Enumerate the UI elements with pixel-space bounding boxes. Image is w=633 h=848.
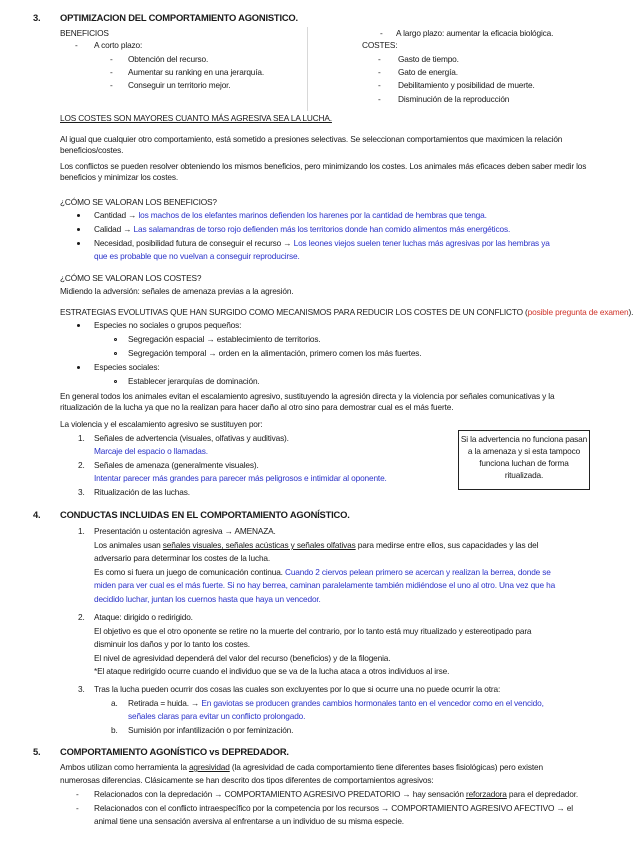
bullet [77, 324, 80, 327]
dash: - [110, 80, 113, 90]
section-3-title: OPTIMIZACION DEL COMPORTAMIENTO AGONISTICO. [60, 12, 298, 23]
beneficio-calidad: Calidad → Las salamandras de torso rojo defienden más los territorios donde han comido alimentos más energéticos. [94, 224, 511, 234]
column-divider [307, 27, 308, 111]
ataque-p3: *El ataque redirigido ocurre cuando el individuo que se va de la lucha ataca a otros individuos al irse. [94, 666, 450, 676]
conflicto-item: Relacionados con el conflicto intraespecífico por la competencia por los recursos → COMPORTAMIENTO AGRESIVO AFECTIVO → el [94, 803, 573, 813]
ataque-p1: El objetivo es que el otro oponente se retire no la muerte del contrario, por lo tanto está muy ritualizado y estereotipado para [94, 626, 532, 636]
coste-item: Gato de energía. [398, 67, 458, 77]
beneficio-necesidad: Necesidad, posibilidad futura de conseguir el recurso → Los leones viejos suelen tener luchas más agresivas por las hembras ya [94, 238, 550, 248]
list-num: 2. [78, 612, 85, 622]
beneficios-label: BENEFICIOS [60, 28, 109, 38]
bullet [77, 214, 80, 217]
presentacion-p1: Los animales usan señales visuales, señales acústicas y señales olfativas para medirse entre ellos, sus capacidades y las del [94, 540, 539, 550]
corto-plazo-label: A corto plazo: [94, 40, 143, 50]
section-4-number: 4. [33, 509, 41, 520]
estrategia-sociales: Especies sociales: [94, 362, 160, 372]
presentacion-p1-cont: adversario para determinar los costes de la lucha. [94, 553, 271, 563]
coste-item: Disminución de la reproducción [398, 94, 510, 104]
sub-bullet [114, 380, 117, 383]
jerarquias: Establecer jerarquías de dominación. [128, 376, 260, 386]
senales-advertencia: Señales de advertencia (visuales, olfativas y auditivas). [94, 433, 289, 443]
section-5-p1-cont: numerosas diferencias. Clásicamente se han descrito dos tipos diferentes de comportamientos agresivos: [60, 775, 434, 785]
senales-amenaza: Señales de amenaza (generalmente visuales). [94, 460, 259, 470]
costes-mayores: LOS COSTES SON MAYORES CUANTO MÁS AGRESIVA SEA LA LUCHA. [60, 113, 332, 123]
coste-item: Debilitamiento y posibilidad de muerte. [398, 80, 535, 90]
list-num: 2. [78, 460, 85, 470]
segregacion-espacial: Segregación espacial → establecimiento de territorios. [128, 334, 321, 344]
beneficio-cantidad: Cantidad → los machos de los elefantes marinos defienden los harenes por la cantidad de hembras que tenga. [94, 210, 487, 220]
presentacion-p2: Es como si fuera un juego de comunicación continua. Cuando 2 ciervos pelean primero se acercan y realizan la berrea, donde se [94, 567, 551, 577]
corto-item: Aumentar su ranking en una jerarquía. [128, 67, 265, 77]
bullet [77, 366, 80, 369]
sumision: Sumisión por infantilización o por feminización. [128, 725, 294, 735]
bullet [77, 242, 80, 245]
paragraph-presiones: Al igual que cualquier otro comportamiento, está sometido a presiones selectivas. Se seleccionan comportamientos que maximicen la relación beneficios/costes. [60, 134, 563, 156]
section-4-title: CONDUCTAS INCLUIDAS EN EL COMPORTAMIENTO AGONÍSTICO. [60, 509, 350, 520]
dash: - [75, 40, 78, 50]
corto-item: Conseguir un territorio mejor. [128, 80, 231, 90]
list-num: 1. [78, 526, 85, 536]
estrategia-no-sociales: Especies no sociales o grupos pequeños: [94, 320, 242, 330]
senales-advertencia-ejemplo: Marcaje del espacio o llamadas. [94, 446, 208, 456]
sub-bullet [114, 352, 117, 355]
note-box: Si la advertencia no funciona pasan a la amenaza y si esta tampoco funciona luchan de forma ritualizada. [458, 430, 590, 490]
corto-item: Obtención del recurso. [128, 54, 209, 64]
dash: - [380, 28, 383, 38]
list-letter: b. [111, 725, 118, 735]
dash: - [378, 80, 381, 90]
estrategias-heading: ESTRATEGIAS EVOLUTIVAS QUE HAN SURGIDO COMO MECANISMOS PARA REDUCIR LOS COSTES DE UN CONFLICTO (posible pregunta de examen). [60, 307, 633, 317]
list-num: 1. [78, 433, 85, 443]
largo-plazo: A largo plazo: aumentar la eficacia biológica. [396, 28, 554, 38]
dash: - [110, 67, 113, 77]
dash: - [76, 789, 79, 799]
presentacion-p2-cont2: decidido luchar, juntan los cuernos hasta que haya un vencedor. [94, 594, 321, 604]
question-costes: ¿CÓMO SE VALORAN LOS COSTES? [60, 273, 202, 283]
dash: - [378, 54, 381, 64]
ataque-p1-cont: disminuir los daños y por lo tanto los costes. [94, 639, 250, 649]
retirada-cont: señales claras para evitar un conflicto prolongado. [128, 711, 306, 721]
dash: - [76, 803, 79, 813]
question-beneficios: ¿CÓMO SE VALORAN LOS BENEFICIOS? [60, 197, 217, 207]
section-3-number: 3. [33, 12, 41, 23]
section-5-number: 5. [33, 746, 41, 757]
list-num: 3. [78, 684, 85, 694]
sub-bullet [114, 338, 117, 341]
ritualizacion: Ritualización de las luchas. [94, 487, 190, 497]
ataque-p2: El nivel de agresividad dependerá del valor del recurso (beneficios) y de la filogenia. [94, 653, 391, 663]
ataque: Ataque: dirigido o redirigido. [94, 612, 193, 622]
presentacion-p2-cont: miden para ver cual es el más fuerte. Si no hay berrea, caminan paralelamente también midiéndose el uno al otro. Una vez que ha [94, 580, 556, 590]
section-5-title: COMPORTAMIENTO AGONÍSTICO vs DEPREDADOR. [60, 746, 289, 757]
tras-la-lucha: Tras la lucha pueden ocurrir dos cosas las cuales son excluyentes por lo que si ocurre una no puede ocurrir la otra: [94, 684, 501, 694]
section-5-p1: Ambos utilizan como herramienta la agresividad (la agresividad de cada comportamiento tiene diferentes bases fisiológicas) pero existen [60, 762, 543, 772]
beneficio-necesidad-cont: que es probable que no vuelvan a conseguir reproducirse. [94, 251, 300, 261]
conflicto-item-cont: animal tiene una sensación aversiva al enfrentarse a un individuo de su misma especie. [94, 816, 404, 826]
list-num: 3. [78, 487, 85, 497]
violencia-intro: La violencia y el escalamiento agresivo se sustituyen por: [60, 419, 263, 429]
dash: - [378, 67, 381, 77]
midiendo: Midiendo la adversión: señales de amenaza previas a la agresión. [60, 286, 294, 296]
senales-amenaza-ejemplo: Intentar parecer más grandes para parecer más peligrosos e intimidar al oponente. [94, 473, 387, 483]
dash: - [110, 54, 113, 64]
depredacion-item: Relacionados con la depredación → COMPORTAMIENTO AGRESIVO PREDATORIO → hay sensación reforzadora para el depredador. [94, 789, 579, 799]
costes-label: COSTES: [362, 40, 398, 50]
dash: - [378, 94, 381, 104]
paragraph-general: En general todos los animales evitan el escalamiento agresivo, sustituyendo la agresión directa y la violencia por señales comunicativas y la ritualización de la lucha ya que no la realizan para hacer daño al otro sino para demostrar cual es el más fuerte. [60, 391, 555, 413]
bullet [77, 228, 80, 231]
presentacion-agresiva: Presentación u ostentación agresiva → AMENAZA. [94, 526, 276, 536]
segregacion-temporal: Segregación temporal → orden en la alimentación, primero comen los más fuertes. [128, 348, 422, 358]
list-letter: a. [111, 698, 118, 708]
paragraph-conflictos: Los conflictos se pueden resolver obteniendo los mismos beneficios, pero minimizando los costes. Los animales más eficaces deben saber medir los beneficios y minimizar los costes. [60, 161, 587, 183]
coste-item: Gasto de tiempo. [398, 54, 459, 64]
retirada: Retirada = huida. → En gaviotas se producen grandes cambios hormonales tanto en el vencedor como en el vencido, [128, 698, 544, 708]
